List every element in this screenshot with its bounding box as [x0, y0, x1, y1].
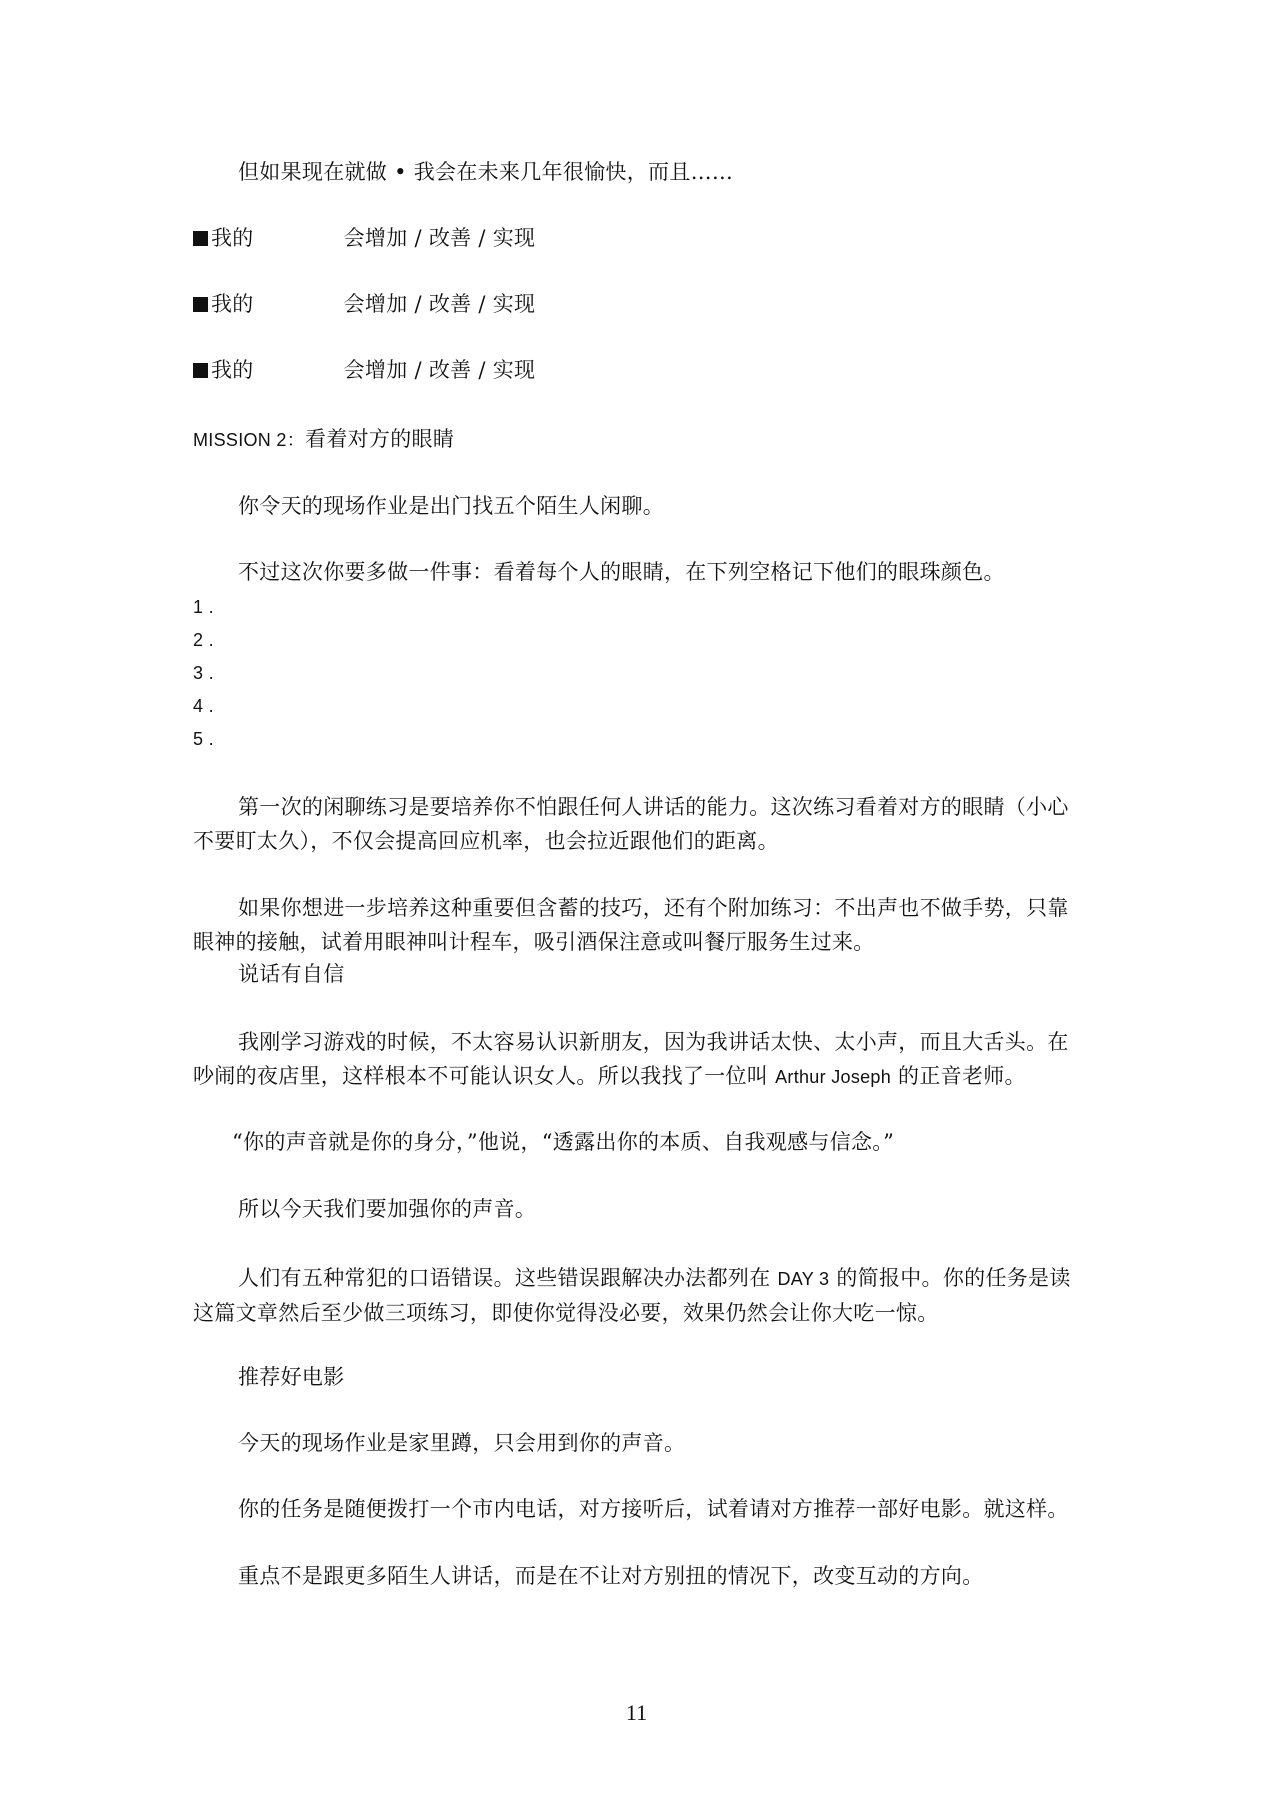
mission-heading	[193, 424, 454, 455]
paragraph-text: 如果你想进一步培养这种重要但含蓄的技巧，还有个附加练习：不出声也不做手势，只靠眼神的接触，试着用眼神叫计程车，吸引酒保注意或叫餐厅服务生过来。	[193, 896, 1069, 954]
paragraph	[193, 790, 1086, 858]
extra-task-line: 不过这次你要多做一件事：看着每个人的眼睛，在下列空格记下他们的眼珠颜色。	[238, 560, 1005, 584]
page-number: 11	[625, 1700, 648, 1725]
movie-line: 重点不是跟更多陌生人讲话，而是在不让对方别扭的情况下，改变互动的方向。	[238, 1564, 984, 1588]
paragraph	[193, 1025, 1086, 1094]
square-bullet-icon	[193, 297, 208, 312]
bullet-item	[193, 223, 535, 253]
bullet-item	[193, 289, 535, 319]
numbered-blank: 4 .	[193, 696, 214, 716]
intro-line: 但如果现在就做 • 我会在未来几年很愉快，而且……	[238, 160, 734, 184]
mission-label: MISSION 2：	[193, 430, 306, 450]
square-bullet-icon	[193, 363, 208, 378]
bullet-prefix: 我的	[211, 292, 254, 316]
person-name: Arthur Joseph	[775, 1067, 892, 1087]
numbered-blank: 2 .	[193, 630, 214, 650]
mission-title: 看着对方的眼睛	[305, 427, 455, 451]
voice-line: 所以今天我们要加强你的声音。	[238, 1197, 537, 1221]
bullet-item	[193, 355, 535, 385]
bullet-suffix: 会增加 / 改善 / 实现	[343, 292, 536, 316]
paragraph	[193, 891, 1086, 959]
numbered-blank: 1 .	[193, 597, 214, 617]
square-bullet-icon	[193, 231, 208, 246]
bullet-suffix: 会增加 / 改善 / 实现	[343, 226, 536, 250]
quote-line: “你的声音就是你的身分，”他说，“透露出你的本质、自我观感与信念。”	[232, 1130, 895, 1154]
movie-line: 你的任务是随便拨打一个市内电话，对方接听后，试着请对方推荐一部好电影。就这样。	[238, 1497, 1069, 1521]
task-line: 你令天的现场作业是出门找五个陌生人闲聊。	[238, 494, 664, 518]
paragraph-text: 人们有五种常犯的口语错误。这些错误跟解决办法都列在 DAY 3 的简报中。你的任务是读这篇文章然后至少做三项练习，即使你觉得没必要，效果仍然会让你大吃一惊。	[193, 1266, 1071, 1325]
bullet-suffix: 会增加 / 改善 / 实现	[343, 358, 536, 382]
paragraph-text: 我刚学习游戏的时候，不太容易认识新朋友，因为我讲话太快、太小声，而且大舌头。在吵闹的夜店里，这样根本不可能认识女人。所以我找了一位叫 Arthur Joseph 的正音老师。	[193, 1030, 1069, 1088]
section-heading: 推荐好电影	[238, 1365, 345, 1389]
movie-line: 今天的现场作业是家里蹲，只会用到你的声音。	[238, 1431, 686, 1455]
numbered-blank: 3 .	[193, 663, 214, 683]
bullet-prefix: 我的	[211, 358, 254, 382]
numbered-blank: 5 .	[193, 729, 214, 749]
day-reference: DAY 3	[777, 1269, 830, 1289]
section-heading: 说话有自信	[238, 962, 345, 986]
bullet-prefix: 我的	[211, 226, 254, 250]
paragraph	[193, 1261, 1086, 1330]
paragraph-text: 第一次的闲聊练习是要培养你不怕跟任何人讲话的能力。这次练习看着对方的眼睛（小心不要盯太久），不仅会提高回应机率，也会拉近跟他们的距离。	[193, 795, 1069, 853]
